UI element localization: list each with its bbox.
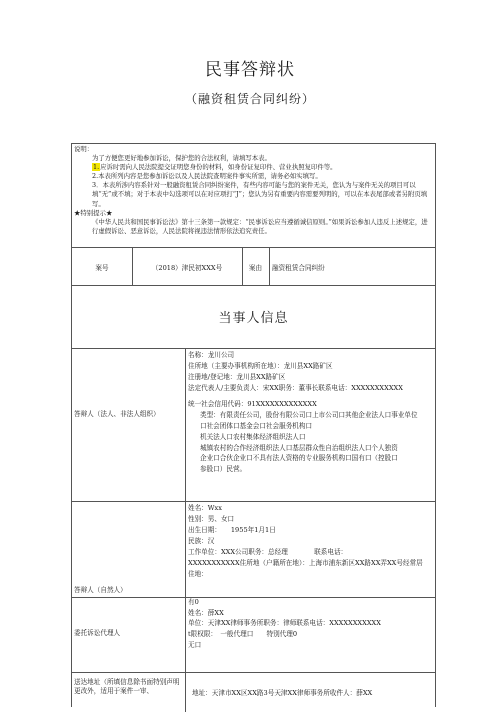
org-credit-code: 统一社会信用代码：91XXXXXXXXXXXXX (188, 399, 317, 408)
org-legal-rep: 法定代表人/主要负责人：宋XX职务：董事长联系电话：XXXXXXXXXXX (188, 383, 403, 392)
person-employer: 工作单位：XXX公司职务：总经理 联系电话： (188, 547, 348, 556)
agent-authority: t限权限： 一般代理口 特别代理0 (188, 630, 298, 639)
respondent-legal-person-label: 答辩人（法人、非法人组织） (74, 410, 160, 418)
agent-row (72, 597, 435, 673)
special-notice-text: 《中华人民共和国民事诉讼法》第十三条第一款规定：“民事诉讼应当遵循诚信原则。”如果诉讼参加人违反上述规定，进行虚假诉讼、恶意诉讼，人民法院将视违法情形依法追究责任。 (92, 217, 428, 235)
person-ethnicity: 民族：汉 (188, 536, 215, 545)
document-subtitle: （融资租赁合同纠纷） (184, 92, 315, 106)
person-birth-date: 出生日期： 1955年1月1日 (188, 525, 276, 534)
case-info-row (72, 248, 435, 286)
respondent-legal-person-row (72, 348, 435, 502)
org-name: 名称：龙川公司 (188, 351, 235, 359)
respondent-legal-person-content (188, 350, 433, 475)
document-title: 民事答辩状 (205, 60, 295, 80)
respondent-natural-person-label: 答辩人（自然人） (74, 585, 127, 594)
service-address-label: 送达地址（所填信息除书面特别声明更改外，适用于案件一审、 (74, 678, 180, 696)
person-name: 姓名：Wxx (188, 504, 222, 512)
org-type-line-3: 机关法人口农村集体经济组织法人口 (200, 432, 306, 441)
instruction-item-2: 2.本表所列内容是您参加诉讼以及人民法院查明案件事实所需，请务必如实填写。 (92, 172, 322, 181)
org-type: 类型：有限责任公司，股份有限公司口上市公司口其他企业法人口事业单位 (200, 410, 418, 419)
case-number-label: 案号 (95, 263, 109, 272)
form-table (71, 143, 436, 707)
org-type-line-6: 参股口）民营。 (200, 465, 247, 474)
instruction-item-3: 3．本表所涉内容系针对一般融资租赁合同纠纷案件，有些内容可能与您的案件无关，您认为与案件无关的项目可以填“无”或不填；对于本表中勾选项可以在对应项打“J”；您认为另有重要内容需要列明的，可以在本表尾部或者另附页填写。 (92, 181, 428, 208)
agent-name: 姓名：薛XX (188, 608, 224, 617)
instructions-section (72, 144, 435, 248)
instruction-item-1-text: 应诉时需向人民法院提交证明您身份的材料，如身份证复印件、营业执照复印件等。 (100, 163, 337, 172)
case-cause-value: 融资租赁合同纠纷 (272, 263, 325, 272)
agent-has: 有0 (188, 598, 199, 606)
respondent-natural-person-content (188, 503, 433, 580)
org-type-line-4: 城镇农村的合作经济组织法人口基层群众性自治组织法人口个人独资 (200, 443, 398, 452)
highlight-mark: 1. (93, 163, 100, 172)
agent-unit: 单位：天津XX律师事务所职务：律师联系电话：XXXXXXXXXXX (188, 619, 381, 628)
instructions-intro: 为了方便您更好地参加诉讼，保护您的合法权利，请填写本表。 (92, 154, 271, 163)
case-number-value: （2018）津民初XXX号 (151, 263, 223, 272)
org-domicile: 住所地（主要办事机构所在地）：龙川县XX路矿区 (188, 361, 333, 370)
person-gender: 性别：男、女口 (188, 514, 235, 523)
special-notice-heading: ★特别提示★ (74, 208, 113, 217)
instruction-item-1 (74, 163, 433, 172)
org-type-line-2: 口社会团体口基金会口社会服务机构口 (200, 421, 313, 430)
service-address-row (72, 672, 435, 712)
org-registration: 注册地/登记地：龙川县XX路矿区 (188, 372, 286, 381)
respondent-natural-person-row (72, 501, 435, 598)
agent-label: 委托诉讼代理人 (74, 629, 121, 637)
person-phone-domicile: XXXXXXXXXXX住所地（户籍所在地）：上海市浦东新区XX路XX弄XX号经常居 (188, 558, 423, 567)
case-cause-label: 案由 (248, 263, 263, 272)
instructions-heading: 说明： (74, 145, 94, 153)
person-residence: 住地： (188, 569, 208, 578)
service-address-value: 地址：天津市XX区XX路3号天津XX律师事务所收件人：薛XX (192, 689, 373, 697)
party-info-heading: 当事人信息 (72, 285, 435, 349)
agent-none: 无口 (188, 640, 202, 649)
org-type-line-5: 企业口合伙企业口不具有法人资格的专业服务机构口国有口（控股口 (200, 454, 398, 463)
agent-content (188, 597, 433, 650)
